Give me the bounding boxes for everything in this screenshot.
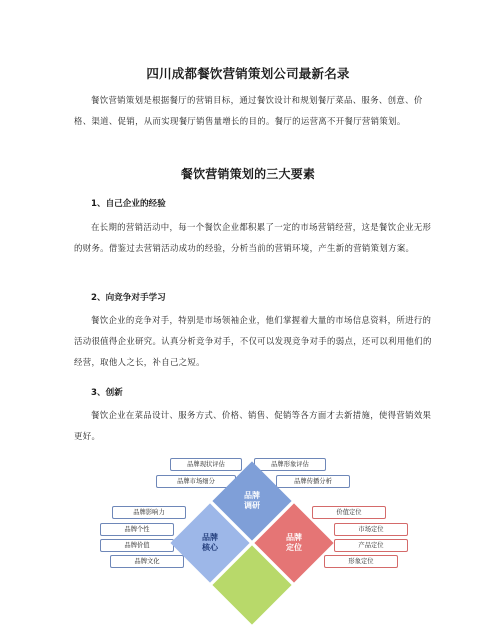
diagram-box-right-4: 形象定位 bbox=[324, 555, 398, 568]
heading-experience: 1、自己企业的经验 bbox=[91, 199, 166, 209]
diamond-positioning-label: 品牌 定位 bbox=[286, 533, 302, 552]
paragraph-competitors: 餐饮企业的竞争对手，特别是市场领袖企业，他们掌握着大量的市场信息资料，所进行的活动很值得企业研究。认真分析竞争对手，不仅可以发现竞争对手的弱点，还可以利用他们的经营，取他人之长，补自己之短。 bbox=[74, 315, 432, 367]
diagram-box-left-3: 品牌价值 bbox=[100, 539, 174, 552]
diagram-box-top-2: 品牌形象评估 bbox=[254, 458, 326, 471]
diagram-box-right-3: 产品定位 bbox=[334, 539, 408, 552]
intro-paragraph: 餐饮营销策划是根据餐厅的营销目标，通过餐饮设计和规划餐厅菜品、服务、创意、价格、渠道、促销，从而实现餐厅销售量增长的目的。餐厅的运营离不开餐厅营销策划。 bbox=[74, 95, 423, 126]
diagram-box-right-1: 价值定位 bbox=[312, 506, 386, 519]
diagram-box-right-2: 市场定位 bbox=[334, 523, 408, 536]
diagram-box-left-1: 品牌影响力 bbox=[112, 506, 186, 519]
heading-innovation: 3、创新 bbox=[91, 388, 123, 398]
diagram-box-top-1: 品牌现状评估 bbox=[170, 458, 242, 471]
section-title: 餐饮营销策划的三大要素 bbox=[180, 167, 316, 181]
paragraph-experience: 在长期的营销活动中，每一个餐饮企业都积累了一定的市场营销经营，这是餐饮企业无形的财务。借鉴过去营销活动成功的经验，分析当前的营销环境，产生新的营销策划方案。 bbox=[74, 222, 432, 253]
heading-competitors: 2、向竞争对手学习 bbox=[91, 293, 166, 303]
paragraph-innovation: 餐饮企业在菜品设计、服务方式、价格、销售、促销等各方面才去新措施，使得营销效果更好。 bbox=[74, 410, 432, 441]
diagram-box-left-2: 品牌个性 bbox=[100, 523, 174, 536]
diagram-box-left-4: 品牌文化 bbox=[110, 555, 184, 568]
diagram-box-top-4: 品牌传播分析 bbox=[276, 475, 350, 488]
diagram-box-top-3: 品牌市场细分 bbox=[156, 475, 236, 488]
document-title: 四川成都餐饮营销策划公司最新名录 bbox=[146, 66, 350, 81]
diamond-research-label: 品牌 调研 bbox=[244, 491, 260, 510]
diamond-core-label: 品牌 核心 bbox=[202, 533, 218, 552]
brand-strategy-diagram bbox=[96, 453, 416, 565]
